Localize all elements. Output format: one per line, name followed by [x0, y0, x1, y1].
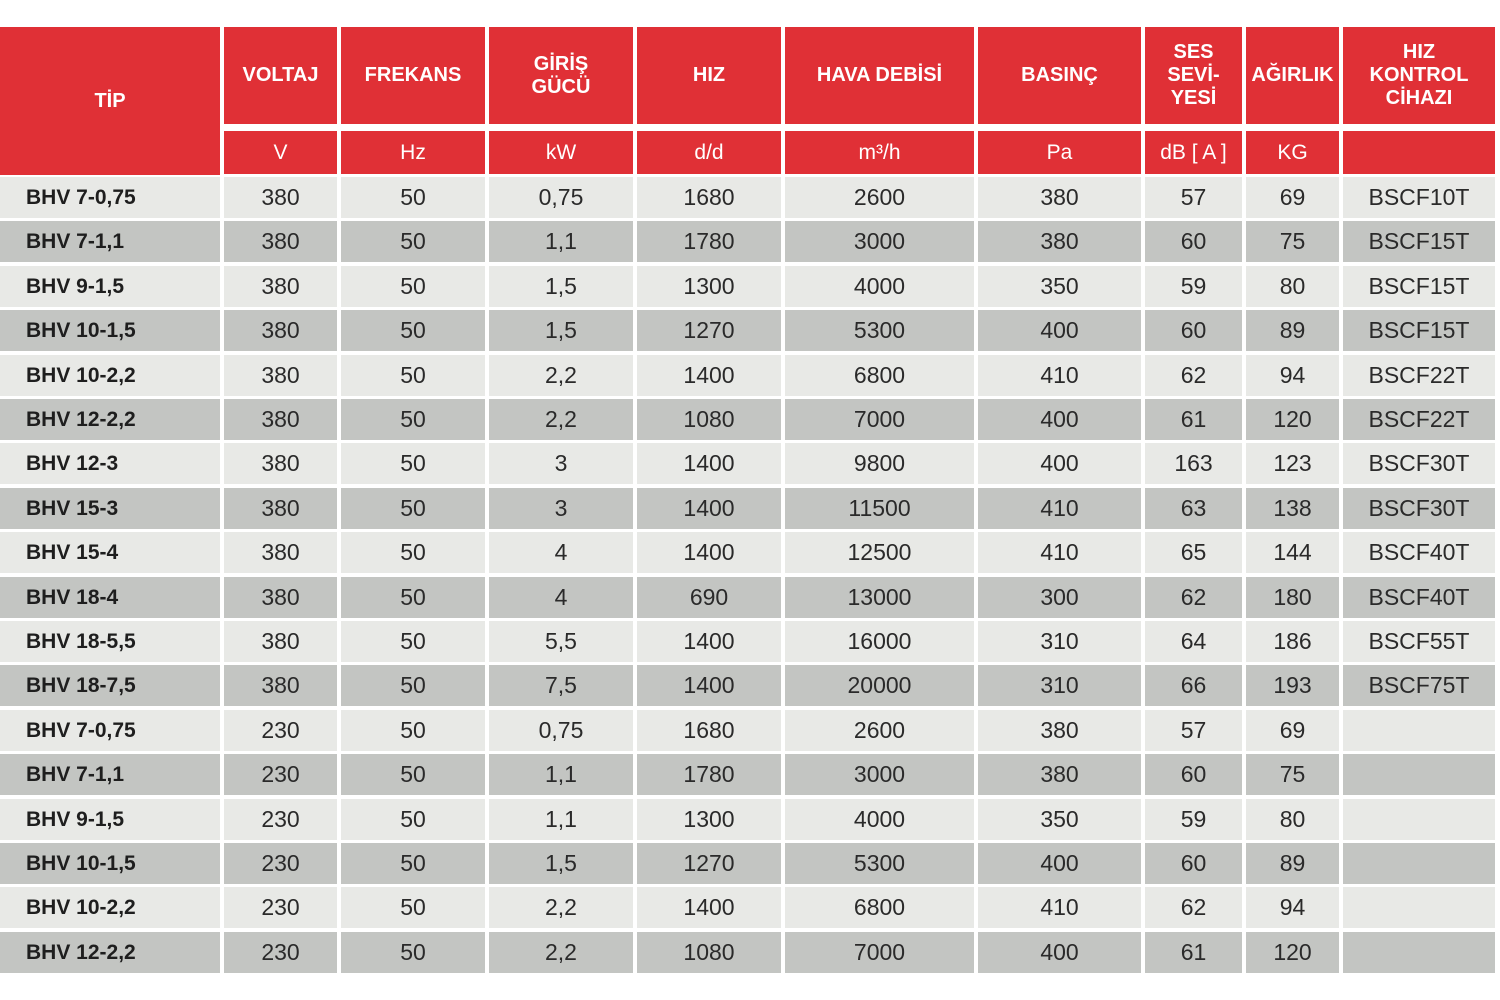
row-15-frekans: 50: [341, 799, 485, 840]
row-6-hiz: 1080: [637, 399, 781, 440]
row-4-giris-gucu: 1,5: [489, 310, 633, 351]
row-16-ses-seviyesi: 60: [1145, 843, 1242, 884]
row-3-hiz-kontrol-cihazi: BSCF15T: [1343, 266, 1495, 307]
row-13-agirlik: 69: [1246, 710, 1339, 751]
row-16-hava-debisi: 5300: [785, 843, 974, 884]
row-18-hiz-kontrol-cihazi: [1343, 932, 1495, 973]
row-14-voltaj: 230: [224, 754, 337, 795]
row-6-ses-seviyesi: 61: [1145, 399, 1242, 440]
row-18-basinc: 400: [978, 932, 1141, 973]
row-9-frekans: 50: [341, 532, 485, 573]
row-2-ses-seviyesi: 60: [1145, 221, 1242, 262]
header-hiz: HIZ: [637, 27, 781, 124]
row-3-tip: BHV 9-1,5: [0, 266, 220, 307]
row-10-frekans: 50: [341, 577, 485, 618]
row-17-ses-seviyesi: 62: [1145, 887, 1242, 928]
row-16-voltaj: 230: [224, 843, 337, 884]
row-17-voltaj: 230: [224, 887, 337, 928]
row-5-agirlik: 94: [1246, 355, 1339, 396]
row-7-tip: BHV 12-3: [0, 443, 220, 484]
row-2-hiz-kontrol-cihazi: BSCF15T: [1343, 221, 1495, 262]
row-6-hiz-kontrol-cihazi: BSCF22T: [1343, 399, 1495, 440]
row-10-agirlik: 180: [1246, 577, 1339, 618]
row-9-ses-seviyesi: 65: [1145, 532, 1242, 573]
row-3-frekans: 50: [341, 266, 485, 307]
row-2-hiz: 1780: [637, 221, 781, 262]
row-14-agirlik: 75: [1246, 754, 1339, 795]
row-3-voltaj: 380: [224, 266, 337, 307]
row-5-giris-gucu: 2,2: [489, 355, 633, 396]
row-13-basinc: 380: [978, 710, 1141, 751]
row-5-tip: BHV 10-2,2: [0, 355, 220, 396]
spec-table: [0, 27, 1500, 973]
row-12-tip: BHV 18-7,5: [0, 665, 220, 706]
row-14-frekans: 50: [341, 754, 485, 795]
row-3-agirlik: 80: [1246, 266, 1339, 307]
row-9-agirlik: 144: [1246, 532, 1339, 573]
row-17-hiz: 1400: [637, 887, 781, 928]
row-13-hiz: 1680: [637, 710, 781, 751]
row-6-basinc: 400: [978, 399, 1141, 440]
row-8-hava-debisi: 11500: [785, 488, 974, 529]
header-frekans: FREKANS: [341, 27, 485, 124]
row-8-voltaj: 380: [224, 488, 337, 529]
row-4-basinc: 400: [978, 310, 1141, 351]
row-2-hava-debisi: 3000: [785, 221, 974, 262]
row-11-hiz-kontrol-cihazi: BSCF55T: [1343, 621, 1495, 662]
row-14-hiz: 1780: [637, 754, 781, 795]
header-tip: TİP: [0, 27, 220, 175]
row-13-giris-gucu: 0,75: [489, 710, 633, 751]
row-1-hiz-kontrol-cihazi: BSCF10T: [1343, 177, 1495, 218]
row-7-hiz-kontrol-cihazi: BSCF30T: [1343, 443, 1495, 484]
unit-hiz: d/d: [637, 131, 781, 174]
row-14-hiz-kontrol-cihazi: [1343, 754, 1495, 795]
row-18-ses-seviyesi: 61: [1145, 932, 1242, 973]
row-17-agirlik: 94: [1246, 887, 1339, 928]
row-12-hiz: 1400: [637, 665, 781, 706]
row-15-giris-gucu: 1,1: [489, 799, 633, 840]
unit-hava-debisi: m³/h: [785, 131, 974, 174]
row-10-giris-gucu: 4: [489, 577, 633, 618]
row-9-hiz-kontrol-cihazi: BSCF40T: [1343, 532, 1495, 573]
row-16-agirlik: 89: [1246, 843, 1339, 884]
row-4-agirlik: 89: [1246, 310, 1339, 351]
row-6-giris-gucu: 2,2: [489, 399, 633, 440]
row-16-hiz-kontrol-cihazi: [1343, 843, 1495, 884]
row-13-ses-seviyesi: 57: [1145, 710, 1242, 751]
unit-hiz-kontrol-cihazi: [1343, 131, 1495, 174]
row-7-hiz: 1400: [637, 443, 781, 484]
header-basinc: BASINÇ: [978, 27, 1141, 124]
row-12-voltaj: 380: [224, 665, 337, 706]
row-12-hiz-kontrol-cihazi: BSCF75T: [1343, 665, 1495, 706]
row-8-basinc: 410: [978, 488, 1141, 529]
row-17-hava-debisi: 6800: [785, 887, 974, 928]
row-16-tip: BHV 10-1,5: [0, 843, 220, 884]
row-2-agirlik: 75: [1246, 221, 1339, 262]
row-12-ses-seviyesi: 66: [1145, 665, 1242, 706]
row-9-basinc: 410: [978, 532, 1141, 573]
row-11-agirlik: 186: [1246, 621, 1339, 662]
row-7-agirlik: 123: [1246, 443, 1339, 484]
row-13-frekans: 50: [341, 710, 485, 751]
row-9-giris-gucu: 4: [489, 532, 633, 573]
row-15-hava-debisi: 4000: [785, 799, 974, 840]
row-1-hiz: 1680: [637, 177, 781, 218]
row-3-basinc: 350: [978, 266, 1141, 307]
row-13-voltaj: 230: [224, 710, 337, 751]
row-14-tip: BHV 7-1,1: [0, 754, 220, 795]
row-16-basinc: 400: [978, 843, 1141, 884]
row-9-hiz: 1400: [637, 532, 781, 573]
row-1-frekans: 50: [341, 177, 485, 218]
row-15-hiz-kontrol-cihazi: [1343, 799, 1495, 840]
row-18-frekans: 50: [341, 932, 485, 973]
row-12-giris-gucu: 7,5: [489, 665, 633, 706]
row-11-giris-gucu: 5,5: [489, 621, 633, 662]
row-14-ses-seviyesi: 60: [1145, 754, 1242, 795]
row-7-frekans: 50: [341, 443, 485, 484]
row-6-hava-debisi: 7000: [785, 399, 974, 440]
row-17-giris-gucu: 2,2: [489, 887, 633, 928]
row-7-hava-debisi: 9800: [785, 443, 974, 484]
header-hiz-kontrol-cihazi: HIZ KONTROL CİHAZI: [1343, 27, 1495, 124]
row-14-hava-debisi: 3000: [785, 754, 974, 795]
row-18-hiz: 1080: [637, 932, 781, 973]
row-4-hava-debisi: 5300: [785, 310, 974, 351]
row-5-voltaj: 380: [224, 355, 337, 396]
row-5-frekans: 50: [341, 355, 485, 396]
row-16-hiz: 1270: [637, 843, 781, 884]
row-1-tip: BHV 7-0,75: [0, 177, 220, 218]
header-hava-debisi: HAVA DEBİSİ: [785, 27, 974, 124]
row-11-basinc: 310: [978, 621, 1141, 662]
row-2-tip: BHV 7-1,1: [0, 221, 220, 262]
row-18-voltaj: 230: [224, 932, 337, 973]
row-11-voltaj: 380: [224, 621, 337, 662]
row-15-ses-seviyesi: 59: [1145, 799, 1242, 840]
row-13-hiz-kontrol-cihazi: [1343, 710, 1495, 751]
row-8-giris-gucu: 3: [489, 488, 633, 529]
row-8-hiz: 1400: [637, 488, 781, 529]
row-1-agirlik: 69: [1246, 177, 1339, 218]
header-agirlik: AĞIRLIK: [1246, 27, 1339, 124]
row-2-frekans: 50: [341, 221, 485, 262]
row-7-giris-gucu: 3: [489, 443, 633, 484]
row-8-tip: BHV 15-3: [0, 488, 220, 529]
row-14-basinc: 380: [978, 754, 1141, 795]
row-11-hava-debisi: 16000: [785, 621, 974, 662]
row-4-ses-seviyesi: 60: [1145, 310, 1242, 351]
row-17-hiz-kontrol-cihazi: [1343, 887, 1495, 928]
row-10-hiz-kontrol-cihazi: BSCF40T: [1343, 577, 1495, 618]
unit-ses-seviyesi: dB [ A ]: [1145, 131, 1242, 174]
row-9-voltaj: 380: [224, 532, 337, 573]
row-15-voltaj: 230: [224, 799, 337, 840]
row-1-giris-gucu: 0,75: [489, 177, 633, 218]
row-4-voltaj: 380: [224, 310, 337, 351]
unit-basinc: Pa: [978, 131, 1141, 174]
row-10-ses-seviyesi: 62: [1145, 577, 1242, 618]
header-ses-seviyesi: SES SEVİ- YESİ: [1145, 27, 1242, 124]
unit-frekans: Hz: [341, 131, 485, 174]
row-13-tip: BHV 7-0,75: [0, 710, 220, 751]
row-15-agirlik: 80: [1246, 799, 1339, 840]
row-17-tip: BHV 10-2,2: [0, 887, 220, 928]
row-18-hava-debisi: 7000: [785, 932, 974, 973]
row-16-frekans: 50: [341, 843, 485, 884]
row-12-hava-debisi: 20000: [785, 665, 974, 706]
row-2-basinc: 380: [978, 221, 1141, 262]
row-5-hiz: 1400: [637, 355, 781, 396]
row-3-hava-debisi: 4000: [785, 266, 974, 307]
row-10-hava-debisi: 13000: [785, 577, 974, 618]
row-3-ses-seviyesi: 59: [1145, 266, 1242, 307]
row-11-hiz: 1400: [637, 621, 781, 662]
row-1-hava-debisi: 2600: [785, 177, 974, 218]
row-4-hiz-kontrol-cihazi: BSCF15T: [1343, 310, 1495, 351]
row-10-hiz: 690: [637, 577, 781, 618]
row-8-agirlik: 138: [1246, 488, 1339, 529]
row-9-hava-debisi: 12500: [785, 532, 974, 573]
row-4-frekans: 50: [341, 310, 485, 351]
row-7-voltaj: 380: [224, 443, 337, 484]
row-11-tip: BHV 18-5,5: [0, 621, 220, 662]
row-6-voltaj: 380: [224, 399, 337, 440]
row-5-hiz-kontrol-cihazi: BSCF22T: [1343, 355, 1495, 396]
row-4-tip: BHV 10-1,5: [0, 310, 220, 351]
row-3-giris-gucu: 1,5: [489, 266, 633, 307]
header-giris-gucu: GİRİŞ GÜCÜ: [489, 27, 633, 124]
row-10-tip: BHV 18-4: [0, 577, 220, 618]
row-17-frekans: 50: [341, 887, 485, 928]
row-6-tip: BHV 12-2,2: [0, 399, 220, 440]
row-7-basinc: 400: [978, 443, 1141, 484]
row-1-basinc: 380: [978, 177, 1141, 218]
row-4-hiz: 1270: [637, 310, 781, 351]
row-12-agirlik: 193: [1246, 665, 1339, 706]
row-6-frekans: 50: [341, 399, 485, 440]
row-12-basinc: 310: [978, 665, 1141, 706]
row-11-ses-seviyesi: 64: [1145, 621, 1242, 662]
row-10-voltaj: 380: [224, 577, 337, 618]
row-18-agirlik: 120: [1246, 932, 1339, 973]
row-9-tip: BHV 15-4: [0, 532, 220, 573]
row-17-basinc: 410: [978, 887, 1141, 928]
row-5-ses-seviyesi: 62: [1145, 355, 1242, 396]
row-15-basinc: 350: [978, 799, 1141, 840]
row-1-ses-seviyesi: 57: [1145, 177, 1242, 218]
header-voltaj: VOLTAJ: [224, 27, 337, 124]
row-6-agirlik: 120: [1246, 399, 1339, 440]
row-13-hava-debisi: 2600: [785, 710, 974, 751]
row-16-giris-gucu: 1,5: [489, 843, 633, 884]
row-15-hiz: 1300: [637, 799, 781, 840]
row-14-giris-gucu: 1,1: [489, 754, 633, 795]
row-18-giris-gucu: 2,2: [489, 932, 633, 973]
row-8-frekans: 50: [341, 488, 485, 529]
row-18-tip: BHV 12-2,2: [0, 932, 220, 973]
row-5-hava-debisi: 6800: [785, 355, 974, 396]
row-5-basinc: 410: [978, 355, 1141, 396]
row-8-hiz-kontrol-cihazi: BSCF30T: [1343, 488, 1495, 529]
unit-voltaj: V: [224, 131, 337, 174]
row-1-voltaj: 380: [224, 177, 337, 218]
row-8-ses-seviyesi: 63: [1145, 488, 1242, 529]
unit-giris-gucu: kW: [489, 131, 633, 174]
row-15-tip: BHV 9-1,5: [0, 799, 220, 840]
row-2-voltaj: 380: [224, 221, 337, 262]
row-3-hiz: 1300: [637, 266, 781, 307]
row-7-ses-seviyesi: 163: [1145, 443, 1242, 484]
row-12-frekans: 50: [341, 665, 485, 706]
row-10-basinc: 300: [978, 577, 1141, 618]
row-2-giris-gucu: 1,1: [489, 221, 633, 262]
row-11-frekans: 50: [341, 621, 485, 662]
unit-agirlik: KG: [1246, 131, 1339, 174]
